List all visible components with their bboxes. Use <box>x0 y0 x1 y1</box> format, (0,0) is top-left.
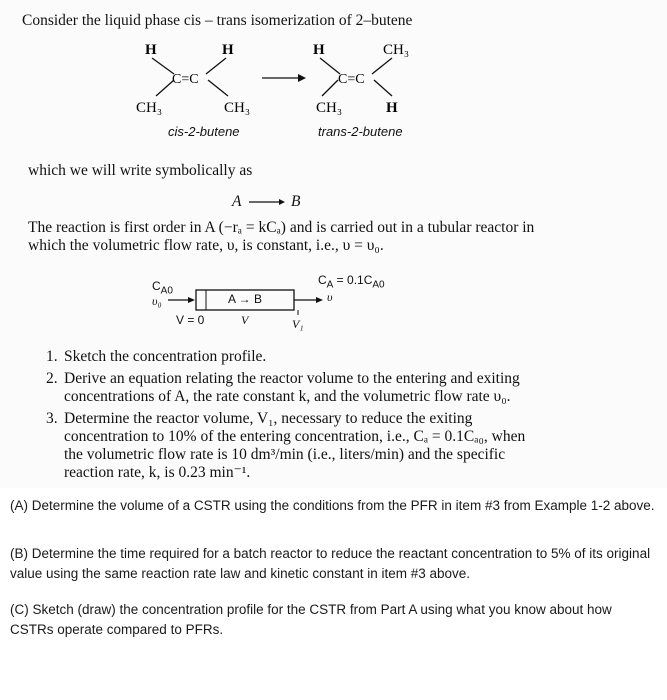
outlet-flow: υ <box>327 290 333 304</box>
reaction-b: B <box>290 193 301 210</box>
v1-label: V₁ <box>292 317 304 331</box>
symbolic-intro: which we will write symbolically as <box>28 162 253 179</box>
outlet-concentration: $C_A = 0.1C_{A0}$ <box>318 273 385 291</box>
symbolic-reaction <box>232 193 300 211</box>
cis-label: cis-2-butene <box>168 124 240 139</box>
reaction-arrow <box>245 197 287 207</box>
v-zero-label: V = 0 <box>176 313 205 327</box>
reaction-a: A <box>232 193 242 210</box>
trans-atom-bottom-left: CH₃ <box>316 100 343 116</box>
isomerization-structures <box>130 40 430 125</box>
cis-atom-bottom-left: CH₃ <box>136 100 163 116</box>
question-item: 3. Determine the reactor volume, V₁, necessary to reduce the exiting concentration to 10% of the entering concentration, i.e., Cₐ = 0.1Cₐ₀, when the volumetric flow rate is 10 dm³/min (i.e., liters/min) and the specific reaction rate, k, is 0.23 min⁻¹. <box>46 410 526 481</box>
homework-part-c: (C) Sketch (draw) the concentration profile for the CSTR from Part A using what you know about how CSTRs operate compared to PFRs. <box>10 602 612 637</box>
conversion-arrow <box>262 74 306 82</box>
cis-atom-top-left: H <box>145 42 157 58</box>
inlet-flow: υ₀ <box>152 294 162 308</box>
trans-atom-top-right: CH₃ <box>383 42 410 58</box>
trans-atom-bottom-right: H <box>386 100 398 116</box>
trans-label: trans-2-butene <box>318 124 403 139</box>
trans-double-bond: C=C <box>338 72 365 87</box>
v-label: V <box>241 313 249 327</box>
intro-text: Consider the liquid phase cis – trans isomerization of 2–butene <box>22 12 413 29</box>
order-statement: The reaction is first order in A (−rₐ = kCₐ) and is carried out in a tubular reactor in which the volumetric flow rate, υ, is constant, i.e., υ = υ₀. <box>28 219 535 254</box>
cis-double-bond: C=C <box>172 72 199 87</box>
cis-atom-top-right: H <box>222 42 234 58</box>
question-item: 1. Sketch the concentration profile. <box>46 348 267 365</box>
reactor-reaction: A → B <box>228 292 263 306</box>
question-list <box>46 348 538 486</box>
cis-atom-bottom-right: CH₃ <box>224 100 251 116</box>
homework-part-b: (B) Determine the time required for a batch reactor to reduce the reactant concentration to 5% of its original value using the same reaction rate law and kinetic constant in item #3 above. <box>10 546 651 581</box>
inlet-concentration: $C_{A0}$ <box>152 279 173 297</box>
trans-atom-top-left: H <box>313 42 325 58</box>
homework-part-a: (A) Determine the volume of a CSTR using the conditions from the PFR in item #3 from Example 1-2 above. <box>10 498 655 513</box>
question-item: 2. Derive an equation relating the reactor volume to the entering and exiting concentrations of A, the rate constant k, and the volumetric flow rate υ₀. <box>46 370 520 405</box>
